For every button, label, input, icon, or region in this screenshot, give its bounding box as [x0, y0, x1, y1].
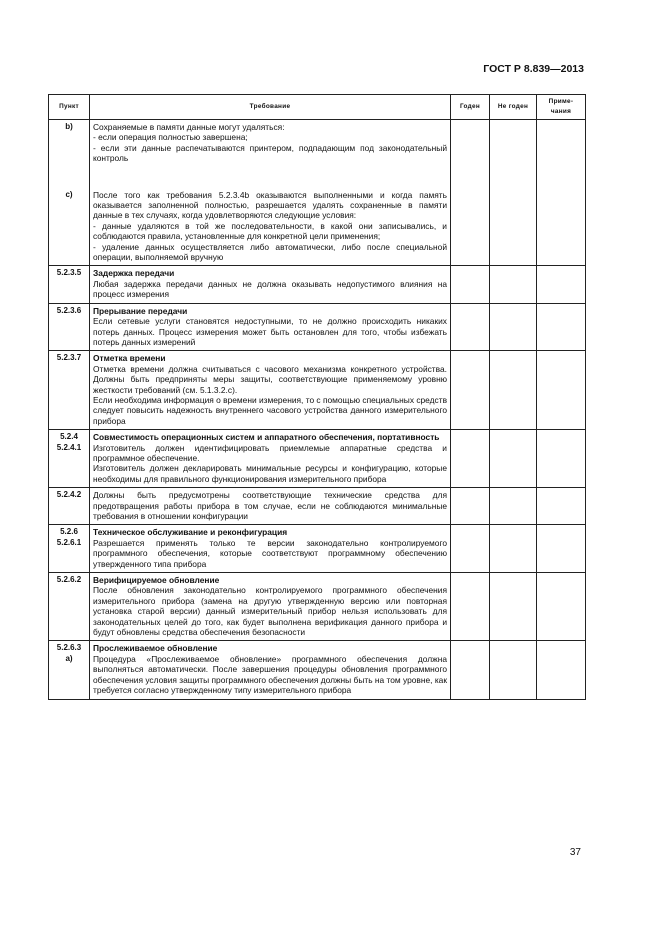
- pass-cell: [451, 430, 490, 488]
- requirement-title: Прерывание передачи: [93, 305, 188, 316]
- requirement-cell: [90, 351, 451, 430]
- requirement-text: После того как требования 5.2.3.4b оказываются выполненными и когда память оказывается заполненной полностью, разрешается удалять сохраненные в памяти данные в тех случаях, когда удовлетворяются следующие условия:: [93, 189, 447, 221]
- notes-cell: [537, 351, 586, 430]
- item-number-cell: [49, 303, 90, 351]
- item-number-cell: [49, 266, 90, 303]
- requirement-cell: [90, 430, 451, 488]
- notes-cell: [537, 188, 586, 266]
- table-row: [49, 303, 586, 351]
- pass-cell: [451, 351, 490, 430]
- pass-cell: [451, 266, 490, 303]
- requirement-cell: [90, 573, 451, 641]
- item-number: 5.2.4.1: [56, 442, 82, 452]
- pass-cell: [451, 573, 490, 641]
- fail-cell: [490, 266, 537, 303]
- requirement-text: Если необходима информация о времени измерения, то с помощью специальных средств следует повысить надежность внутреннего часового устройства данного измерительного прибора: [93, 394, 448, 426]
- item-number-cell: [49, 573, 90, 641]
- notes-cell: [537, 641, 586, 699]
- requirement-cell: [90, 525, 451, 573]
- requirement-cell: [90, 303, 451, 351]
- requirement-text: Изготовитель должен идентифицировать приемлемые аппаратные средства и программное обеспечение.: [93, 442, 447, 463]
- item-number: 5.2.3.5: [56, 268, 82, 278]
- item-number-cell: [49, 641, 90, 699]
- item-number: 5.2.3.7: [56, 353, 82, 363]
- fail-cell: [490, 303, 537, 351]
- item-number: 5.2.6.1: [56, 537, 82, 547]
- item-number: 5.2.4: [60, 432, 78, 442]
- item-number-cell: [49, 430, 90, 488]
- item-number: 5.2.6.3: [56, 643, 82, 653]
- table-body: [49, 120, 586, 700]
- requirement-title: Прослеживаемое обновление: [93, 643, 218, 654]
- table-row: [49, 188, 586, 266]
- requirement-title: Совместимость операционных систем и аппаратного обеспечения, портативность: [93, 432, 440, 443]
- item-number: 5.2.6: [60, 527, 78, 537]
- item-number-cell: [49, 351, 90, 430]
- fail-cell: [490, 573, 537, 641]
- requirement-text: - если эти данные распечатываются принтером, подпадающим под законодательный контроль: [93, 142, 447, 164]
- col-header-notes: Приме-чания: [537, 95, 586, 120]
- col-header-pass: Годен: [451, 95, 490, 120]
- col-header-item: Пункт: [49, 95, 90, 120]
- item-number: а): [65, 653, 73, 663]
- pass-cell: [451, 120, 490, 188]
- item-number: c): [65, 189, 73, 199]
- requirement-text: Должны быть предусмотрены соответствующие технические средства для предотвращения работы прибора в том случае, если не соблюдаются минимальные требования в отношении конфигурации: [93, 490, 447, 521]
- requirement-text: После обновления законодательно контролируемого программного обеспечения измерительного прибора (замена на другую утвержденную версию или повторная установка старой версии) данный измерительный прибор нельзя использовать для законодательных целей до того, как будет выполнена верификация данного прибора и будут обновлены средства обеспечения безопасности: [93, 585, 447, 638]
- item-number-cell: [49, 488, 90, 525]
- item-number-cell: [49, 120, 90, 188]
- item-number: b): [65, 122, 73, 131]
- item-number: 5.2.6.2: [56, 575, 82, 585]
- fail-cell: [490, 641, 537, 699]
- requirement-cell: [90, 488, 451, 525]
- table-row: [49, 488, 586, 525]
- requirement-text: Разрешается применять только те версии законодательно контролируемого программного обеспечения, которые соответствуют программному обеспечению утвержденного типа прибора: [93, 537, 447, 569]
- table-header-row: [49, 95, 586, 120]
- fail-cell: [490, 430, 537, 488]
- table-row: [49, 525, 586, 573]
- requirement-title: Отметка времени: [93, 353, 166, 364]
- pass-cell: [451, 641, 490, 699]
- col-header-requirement: Требование: [90, 95, 451, 120]
- document-header: ГОСТ Р 8.839—2013: [483, 63, 584, 75]
- requirement-cell: [90, 641, 451, 699]
- notes-cell: [537, 488, 586, 525]
- fail-cell: [490, 120, 537, 188]
- requirement-cell: [90, 188, 451, 266]
- fail-cell: [490, 525, 537, 573]
- table-row: [49, 120, 586, 188]
- requirement-text: Сохраняемые в памяти данные могут удаляться:: [93, 122, 285, 132]
- table-row: [49, 351, 586, 430]
- fail-cell: [490, 488, 537, 525]
- pass-cell: [451, 303, 490, 351]
- requirement-title: Задержка передачи: [93, 268, 175, 279]
- table-row: [49, 641, 586, 699]
- item-number: 5.2.4.2: [56, 490, 82, 500]
- requirement-text: Процедура «Прослеживаемое обновление» программного обеспечения должна выполняться автоматически. После завершения процедуры обновления программного обеспечения условия защиты программного обеспечения должны быть на том уровне, как требуется согласно утвержденному типу измерительного прибора: [93, 653, 447, 696]
- spacer: [93, 164, 447, 185]
- requirement-text: - данные удаляются в той же последовательности, в какой они записывались, и соблюдаются правила, установленные для конкретной цели применения;: [93, 220, 447, 242]
- requirement-title: Техническое обслуживание и реконфигурация: [93, 527, 288, 538]
- notes-cell: [537, 573, 586, 641]
- requirement-text: Изготовитель должен декларировать минимальные ресурсы и конфигурацию, которые необходимы для правильного функционирования измерительного прибора: [93, 463, 447, 484]
- pass-cell: [451, 488, 490, 525]
- table-row: [49, 573, 586, 641]
- requirement-text: Если сетевые услуги становятся недоступными, то не должно происходить никаких потерь данных. Процесс измерения может быть остановлен для того, чтобы избежать потерь данных измерений: [93, 316, 447, 347]
- item-number-cell: [49, 525, 90, 573]
- requirement-text: Любая задержка передачи данных не должна оказывать недопустимого влияния на процесс измерения: [93, 278, 447, 300]
- notes-cell: [537, 303, 586, 351]
- col-header-fail: Не годен: [490, 95, 537, 120]
- fail-cell: [490, 351, 537, 430]
- requirements-table: [48, 94, 586, 700]
- requirement-cell: [90, 266, 451, 303]
- requirement-title: Верифицируемое обновление: [93, 575, 220, 586]
- pass-cell: [451, 525, 490, 573]
- notes-cell: [537, 266, 586, 303]
- table-row: [49, 266, 586, 303]
- requirement-text: - если операция полностью завершена;: [93, 132, 248, 143]
- item-number: 5.2.3.6: [56, 305, 82, 315]
- requirement-text: - удаление данных осуществляется либо автоматически, либо после специальной операции, выполняемой вручную: [93, 241, 447, 263]
- requirement-cell: [90, 120, 451, 188]
- page-number: 37: [569, 847, 581, 858]
- item-number-cell: [49, 188, 90, 266]
- requirement-text: Отметка времени должна считываться с часового механизма конкретного устройства. Должны быть предприняты меры защиты, соответствующие применяемому уровню жесткости требований (см. 5.1.3.2.с).: [93, 363, 447, 395]
- table-row: [49, 430, 586, 488]
- pass-cell: [451, 188, 490, 266]
- notes-cell: [537, 430, 586, 488]
- fail-cell: [490, 188, 537, 266]
- notes-cell: [537, 120, 586, 188]
- notes-cell: [537, 525, 586, 573]
